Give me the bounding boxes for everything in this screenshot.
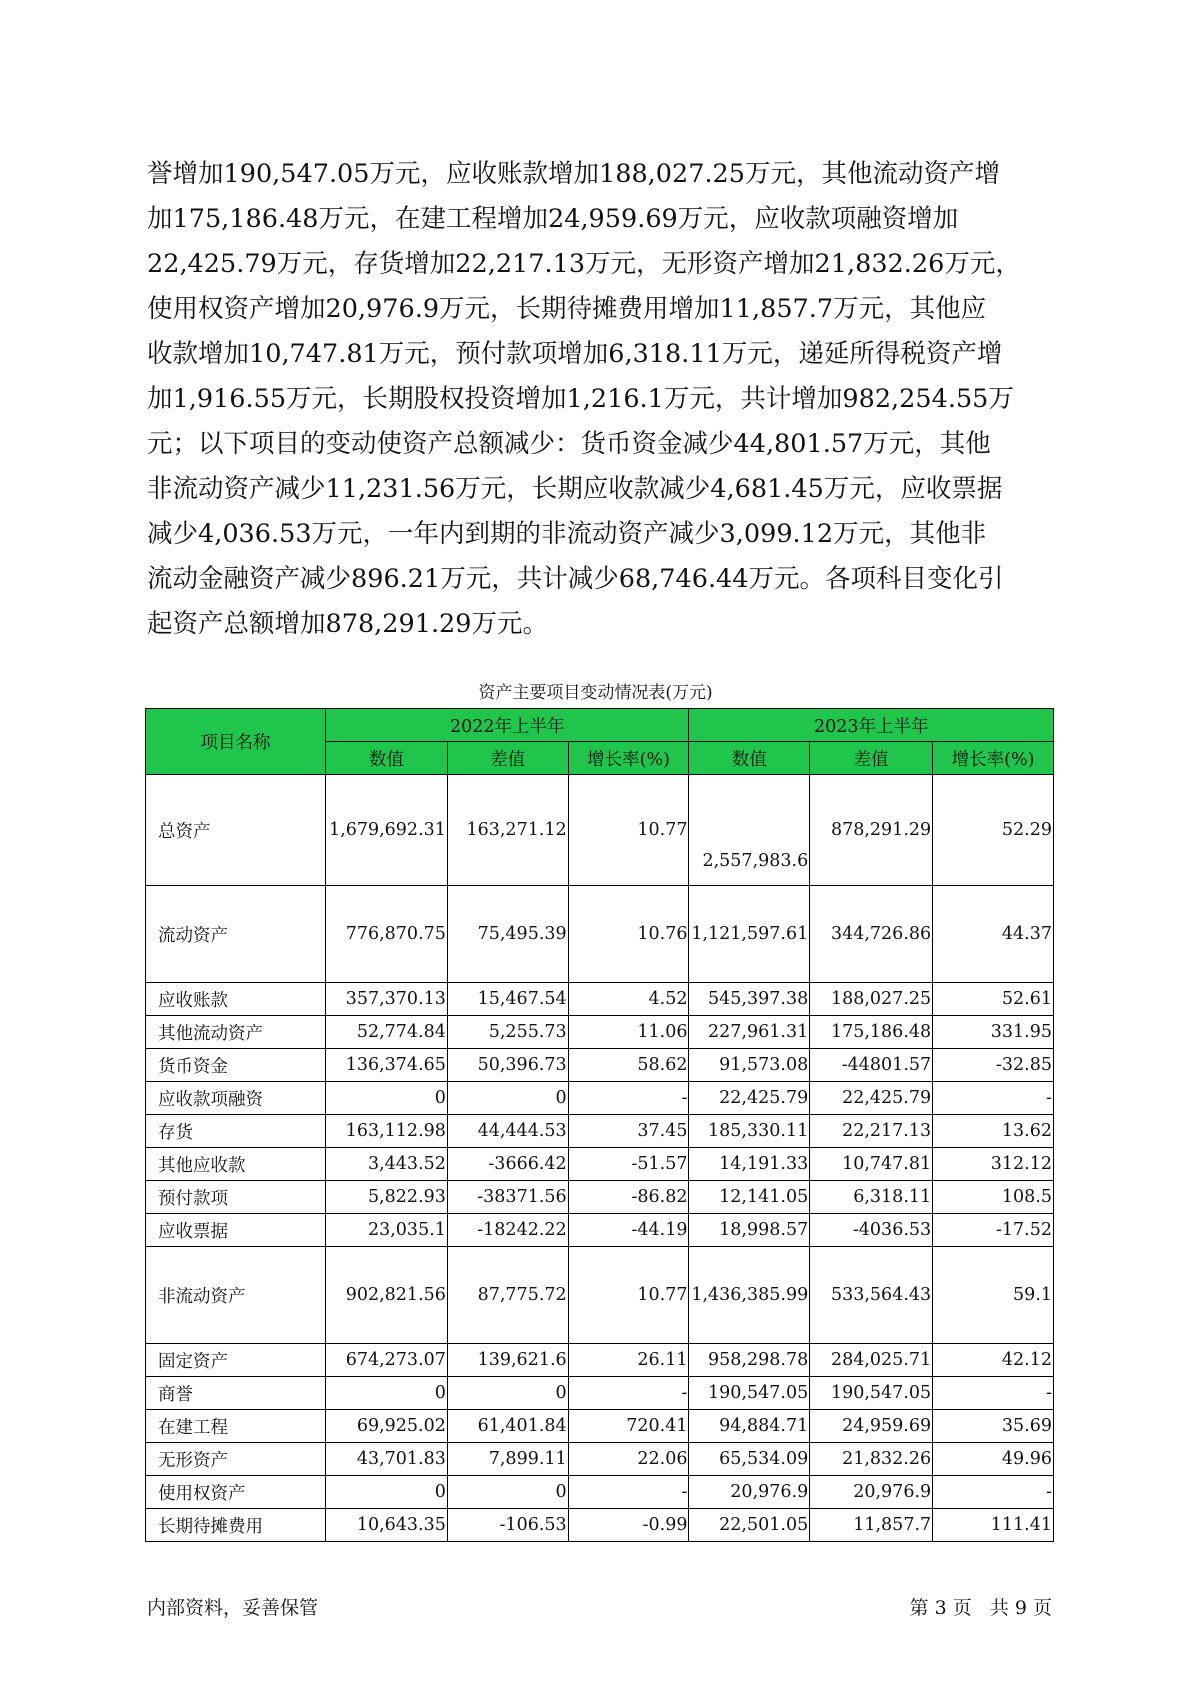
value-2023-cell: 22,501.05 bbox=[689, 1509, 810, 1542]
growth-2023-cell: 13.62 bbox=[933, 1115, 1054, 1148]
item-name-cell: 无形资产 bbox=[146, 1443, 326, 1476]
growth-2022-cell: 26.11 bbox=[568, 1344, 689, 1377]
growth-2022-cell: -86.82 bbox=[568, 1181, 689, 1214]
header-item-name: 项目名称 bbox=[146, 709, 326, 775]
item-name-cell: 货币资金 bbox=[146, 1049, 326, 1082]
asset-change-table bbox=[145, 708, 1054, 1542]
growth-2023-cell: 59.1 bbox=[933, 1247, 1054, 1344]
growth-2023-cell: 44.37 bbox=[933, 886, 1054, 983]
footer-page-number: 第 3 页 共 9 页 bbox=[909, 1597, 1052, 1619]
table-row bbox=[146, 1509, 1054, 1542]
table-row bbox=[146, 1181, 1054, 1214]
value-2022-cell: 0 bbox=[326, 1377, 448, 1410]
diff-2022-cell: 87,775.72 bbox=[447, 1247, 568, 1344]
value-2023-cell: 2,557,983.6 bbox=[689, 775, 810, 886]
growth-2022-cell: 10.77 bbox=[568, 1247, 689, 1344]
item-name-cell: 其他流动资产 bbox=[146, 1016, 326, 1049]
value-2023-cell: 20,976.9 bbox=[689, 1476, 810, 1509]
table-row bbox=[146, 1344, 1054, 1377]
header-period-2022: 2022年上半年 bbox=[326, 709, 689, 742]
item-name-cell: 存货 bbox=[146, 1115, 326, 1148]
diff-2023-cell: 24,959.69 bbox=[810, 1410, 933, 1443]
table-row bbox=[146, 1214, 1054, 1247]
value-2022-cell: 136,374.65 bbox=[326, 1049, 448, 1082]
diff-2023-cell: 190,547.05 bbox=[810, 1377, 933, 1410]
growth-2022-cell: 11.06 bbox=[568, 1016, 689, 1049]
value-2023-cell: 185,330.11 bbox=[689, 1115, 810, 1148]
diff-2022-cell: 5,255.73 bbox=[447, 1016, 568, 1049]
item-name-cell: 应收款项融资 bbox=[146, 1082, 326, 1115]
growth-2022-cell: 4.52 bbox=[568, 983, 689, 1016]
item-name-cell: 商誉 bbox=[146, 1377, 326, 1410]
table-row bbox=[146, 1115, 1054, 1148]
diff-2023-cell: 344,726.86 bbox=[810, 886, 933, 983]
diff-2022-cell: 139,621.6 bbox=[447, 1344, 568, 1377]
diff-2022-cell: 7,899.11 bbox=[447, 1443, 568, 1476]
paragraph-line: 收款增加10,747.81万元，预付款项增加6,318.11万元，递延所得税资产增 bbox=[147, 339, 1003, 369]
header-period-2023: 2023年上半年 bbox=[689, 709, 1054, 742]
diff-2023-cell: 284,025.71 bbox=[810, 1344, 933, 1377]
value-2023-cell: 91,573.08 bbox=[689, 1049, 810, 1082]
table-row bbox=[146, 1410, 1054, 1443]
value-2022-cell: 23,035.1 bbox=[326, 1214, 448, 1247]
table-row bbox=[146, 775, 1054, 886]
diff-2022-cell: 50,396.73 bbox=[447, 1049, 568, 1082]
growth-2023-cell: -17.52 bbox=[933, 1214, 1054, 1247]
item-name-cell: 固定资产 bbox=[146, 1344, 326, 1377]
diff-2023-cell: 878,291.29 bbox=[810, 775, 933, 886]
diff-2023-cell: 533,564.43 bbox=[810, 1247, 933, 1344]
value-2022-cell: 163,112.98 bbox=[326, 1115, 448, 1148]
diff-2022-cell: 0 bbox=[447, 1377, 568, 1410]
diff-2022-cell: 61,401.84 bbox=[447, 1410, 568, 1443]
growth-2023-cell: 111.41 bbox=[933, 1509, 1054, 1542]
item-name-cell: 总资产 bbox=[146, 775, 326, 886]
table-row bbox=[146, 886, 1054, 983]
growth-2022-cell: 58.62 bbox=[568, 1049, 689, 1082]
header-diff-2023: 差值 bbox=[810, 742, 933, 775]
item-name-cell: 应收票据 bbox=[146, 1214, 326, 1247]
growth-2022-cell: - bbox=[568, 1476, 689, 1509]
diff-2022-cell: 44,444.53 bbox=[447, 1115, 568, 1148]
paragraph-line: 加175,186.48万元，在建工程增加24,959.69万元，应收款项融资增加 bbox=[147, 204, 959, 234]
table-row bbox=[146, 1049, 1054, 1082]
value-2023-cell: 14,191.33 bbox=[689, 1148, 810, 1181]
paragraph-line: 使用权资产增加20,976.9万元，长期待摊费用增加11,857.7万元，其他应 bbox=[147, 294, 987, 324]
growth-2022-cell: - bbox=[568, 1082, 689, 1115]
item-name-cell: 应收账款 bbox=[146, 983, 326, 1016]
growth-2023-cell: 331.95 bbox=[933, 1016, 1054, 1049]
diff-2022-cell: 15,467.54 bbox=[447, 983, 568, 1016]
value-2023-cell: 545,397.38 bbox=[689, 983, 810, 1016]
header-growth-2022: 增长率(%) bbox=[568, 742, 689, 775]
value-2022-cell: 5,822.93 bbox=[326, 1181, 448, 1214]
table-row bbox=[146, 1476, 1054, 1509]
paragraph-line: 加1,916.55万元，长期股权投资增加1,216.1万元，共计增加982,254.55万 bbox=[147, 384, 1014, 414]
table-row bbox=[146, 1443, 1054, 1476]
value-2022-cell: 3,443.52 bbox=[326, 1148, 448, 1181]
diff-2022-cell: 0 bbox=[447, 1082, 568, 1115]
growth-2022-cell: -51.57 bbox=[568, 1148, 689, 1181]
diff-2022-cell: 0 bbox=[447, 1476, 568, 1509]
value-2022-cell: 776,870.75 bbox=[326, 886, 448, 983]
value-2022-cell: 0 bbox=[326, 1476, 448, 1509]
diff-2023-cell: 6,318.11 bbox=[810, 1181, 933, 1214]
table-row bbox=[146, 1082, 1054, 1115]
growth-2023-cell: 108.5 bbox=[933, 1181, 1054, 1214]
growth-2023-cell: - bbox=[933, 1082, 1054, 1115]
growth-2023-cell: - bbox=[933, 1476, 1054, 1509]
growth-2023-cell: 35.69 bbox=[933, 1410, 1054, 1443]
value-2023-cell: 18,998.57 bbox=[689, 1214, 810, 1247]
growth-2023-cell: 42.12 bbox=[933, 1344, 1054, 1377]
diff-2023-cell: 175,186.48 bbox=[810, 1016, 933, 1049]
item-name-cell: 使用权资产 bbox=[146, 1476, 326, 1509]
value-2022-cell: 1,679,692.31 bbox=[326, 775, 448, 886]
diff-2023-cell: 10,747.81 bbox=[810, 1148, 933, 1181]
paragraph-line: 22,425.79万元，存货增加22,217.13万元，无形资产增加21,832.26万元， bbox=[147, 249, 1021, 279]
diff-2023-cell: 21,832.26 bbox=[810, 1443, 933, 1476]
item-name-cell: 长期待摊费用 bbox=[146, 1509, 326, 1542]
value-2022-cell: 43,701.83 bbox=[326, 1443, 448, 1476]
item-name-cell: 在建工程 bbox=[146, 1410, 326, 1443]
growth-2022-cell: 10.76 bbox=[568, 886, 689, 983]
table-row bbox=[146, 1148, 1054, 1181]
growth-2022-cell: 720.41 bbox=[568, 1410, 689, 1443]
growth-2023-cell: -32.85 bbox=[933, 1049, 1054, 1082]
growth-2022-cell: -0.99 bbox=[568, 1509, 689, 1542]
diff-2023-cell: 22,425.79 bbox=[810, 1082, 933, 1115]
value-2022-cell: 10,643.35 bbox=[326, 1509, 448, 1542]
diff-2023-cell: 22,217.13 bbox=[810, 1115, 933, 1148]
value-2022-cell: 0 bbox=[326, 1082, 448, 1115]
value-2022-cell: 674,273.07 bbox=[326, 1344, 448, 1377]
item-name-cell: 非流动资产 bbox=[146, 1247, 326, 1344]
value-2023-cell: 1,121,597.61 bbox=[689, 886, 810, 983]
growth-2023-cell: 52.29 bbox=[933, 775, 1054, 886]
header-diff-2022: 差值 bbox=[447, 742, 568, 775]
growth-2023-cell: 49.96 bbox=[933, 1443, 1054, 1476]
item-name-cell: 流动资产 bbox=[146, 886, 326, 983]
diff-2023-cell: -44801.57 bbox=[810, 1049, 933, 1082]
diff-2023-cell: 20,976.9 bbox=[810, 1476, 933, 1509]
value-2023-cell: 65,534.09 bbox=[689, 1443, 810, 1476]
value-2023-cell: 227,961.31 bbox=[689, 1016, 810, 1049]
growth-2022-cell: 10.77 bbox=[568, 775, 689, 886]
diff-2022-cell: 163,271.12 bbox=[447, 775, 568, 886]
value-2022-cell: 902,821.56 bbox=[326, 1247, 448, 1344]
growth-2022-cell: 37.45 bbox=[568, 1115, 689, 1148]
footer-confidential-note: 内部资料，妥善保管 bbox=[147, 1597, 319, 1619]
growth-2023-cell: 312.12 bbox=[933, 1148, 1054, 1181]
table-row bbox=[146, 983, 1054, 1016]
growth-2023-cell: - bbox=[933, 1377, 1054, 1410]
growth-2022-cell: -44.19 bbox=[568, 1214, 689, 1247]
diff-2023-cell: 11,857.7 bbox=[810, 1509, 933, 1542]
diff-2022-cell: -3666.42 bbox=[447, 1148, 568, 1181]
value-2023-cell: 958,298.78 bbox=[689, 1344, 810, 1377]
value-2023-cell: 94,884.71 bbox=[689, 1410, 810, 1443]
item-name-cell: 其他应收款 bbox=[146, 1148, 326, 1181]
paragraph-line: 流动金融资产减少896.21万元，共计减少68,746.44万元。各项科目变化引 bbox=[147, 564, 1004, 594]
paragraph-line: 起资产总额增加878,291.29万元。 bbox=[147, 609, 549, 639]
paragraph-line: 誉增加190,547.05万元，应收账款增加188,027.25万元，其他流动资产增 bbox=[147, 159, 1001, 189]
diff-2022-cell: 75,495.39 bbox=[447, 886, 568, 983]
paragraph-line: 元；以下项目的变动使资产总额减少：货币资金减少44,801.57万元，其他 bbox=[147, 429, 991, 459]
growth-2022-cell: 22.06 bbox=[568, 1443, 689, 1476]
value-2022-cell: 52,774.84 bbox=[326, 1016, 448, 1049]
growth-2022-cell: - bbox=[568, 1377, 689, 1410]
value-2023-cell: 22,425.79 bbox=[689, 1082, 810, 1115]
paragraph-line: 减少4,036.53万元，一年内到期的非流动资产减少3,099.12万元，其他非 bbox=[147, 519, 987, 549]
growth-2023-cell: 52.61 bbox=[933, 983, 1054, 1016]
diff-2023-cell: -4036.53 bbox=[810, 1214, 933, 1247]
table-caption: 资产主要项目变动情况表(万元) bbox=[478, 683, 713, 703]
body-paragraph bbox=[147, 152, 1052, 647]
table-row bbox=[146, 1247, 1054, 1344]
paragraph-line: 非流动资产减少11,231.56万元，长期应收款减少4,681.45万元，应收票据 bbox=[147, 474, 1003, 504]
value-2022-cell: 69,925.02 bbox=[326, 1410, 448, 1443]
diff-2022-cell: -18242.22 bbox=[447, 1214, 568, 1247]
table-row bbox=[146, 1016, 1054, 1049]
table-row bbox=[146, 1377, 1054, 1410]
diff-2022-cell: -106.53 bbox=[447, 1509, 568, 1542]
header-value-2022: 数值 bbox=[326, 742, 448, 775]
header-growth-2023: 增长率(%) bbox=[933, 742, 1054, 775]
diff-2022-cell: -38371.56 bbox=[447, 1181, 568, 1214]
value-2023-cell: 12,141.05 bbox=[689, 1181, 810, 1214]
header-value-2023: 数值 bbox=[689, 742, 810, 775]
diff-2023-cell: 188,027.25 bbox=[810, 983, 933, 1016]
value-2022-cell: 357,370.13 bbox=[326, 983, 448, 1016]
item-name-cell: 预付款项 bbox=[146, 1181, 326, 1214]
value-2023-cell: 1,436,385.99 bbox=[689, 1247, 810, 1344]
value-2023-cell: 190,547.05 bbox=[689, 1377, 810, 1410]
